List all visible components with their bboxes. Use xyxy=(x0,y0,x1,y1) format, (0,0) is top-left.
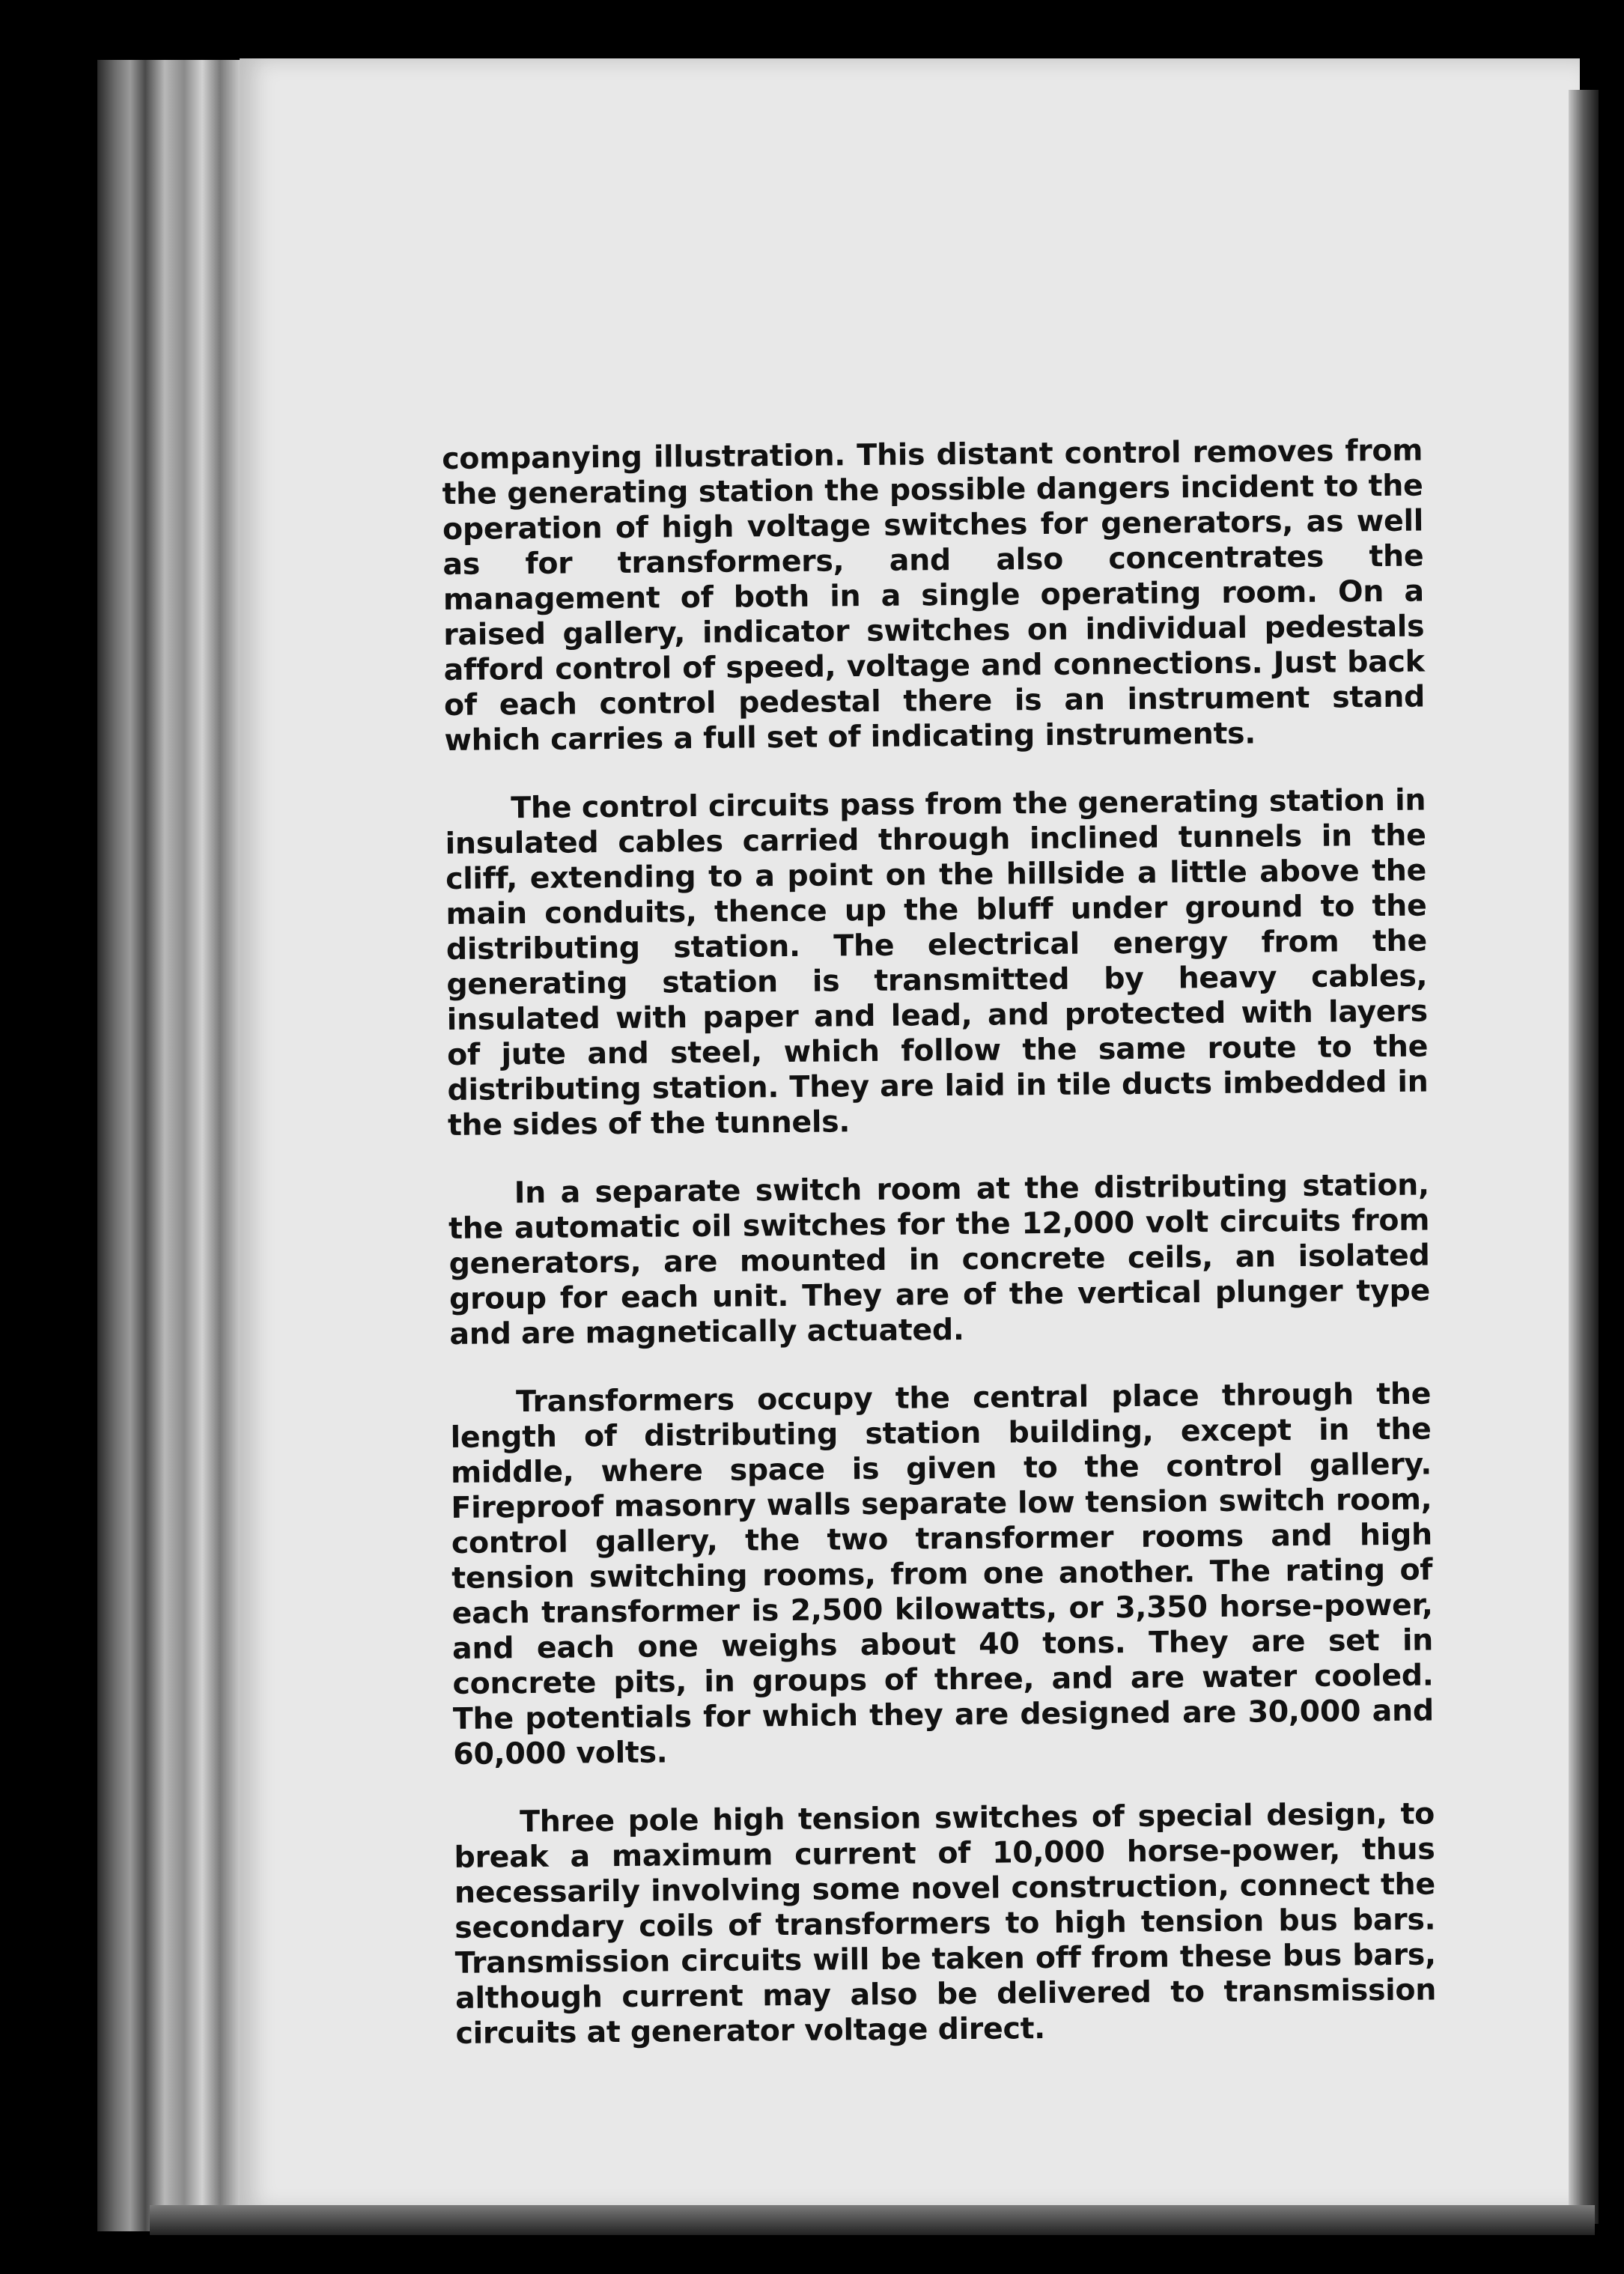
page-right-edge xyxy=(1569,90,1599,2224)
paragraph-1: companying illustration. This distant control removes from the generating station the possible dangers incident to the operation of high voltage switches for generators, as well as for transformers, and also concentrates the management of both in a single operating room. On a raised gallery, indicator switches on individual pedestals afford control of speed, voltage and connections. Just back of each control pedestal there is an instrument stand which carries a full set of indicating instruments. xyxy=(442,433,1426,758)
paragraph-2: The control circuits pass from the generating station in insulated cables carried through inclined tunnels in the cliff, extending to a point on the hillside a little above the main conduits, thence up the bluff under ground to the distributing station. The electrical energy from the generating station is transmitted by heavy cables, insulated with paper and lead, and protected with layers of jute and steel, which follow the same route to the distributing station. They are laid in tile ducts imbedded in the sides of the tunnels. xyxy=(445,782,1429,1143)
book-spine-edge xyxy=(97,60,247,2231)
paragraph-3: In a separate switch room at the distributing station, the automatic oil switches for the 12,000 volt circuits from generators, are mounted in concrete ceils, an isolated group for each unit. They are of the vertical plunger type and are magnetically actuated. xyxy=(448,1167,1431,1352)
paragraph-4: Transformers occupy the central place through the length of distributing station building, except in the middle, where space is given to the control gallery. Fireproof masonry walls separate low tension switch room, control gallery, the two transformer rooms and high tension switching rooms, from one another. The rating of each transformer is 2,500 kilowatts, or 3,350 horse-power, and each one weighs about 40 tons. They are set in concrete pits, in groups of three, and are water cooled. The potentials for which they are designed are 30,000 and 60,000 volts. xyxy=(450,1376,1435,1772)
page-bottom-edge xyxy=(150,2205,1595,2235)
paragraph-5: Three pole high tension switches of special design, to break a maximum current of 10,000 horse-power, thus necessarily involving some novel construction, connect the secondary coils of transformers to high tension bus bars. Transmission circuits will be taken off from these bus bars, although current may also be delivered to transmission circuits at generator voltage direct. xyxy=(454,1796,1437,2051)
page-text-block xyxy=(442,434,1437,2085)
